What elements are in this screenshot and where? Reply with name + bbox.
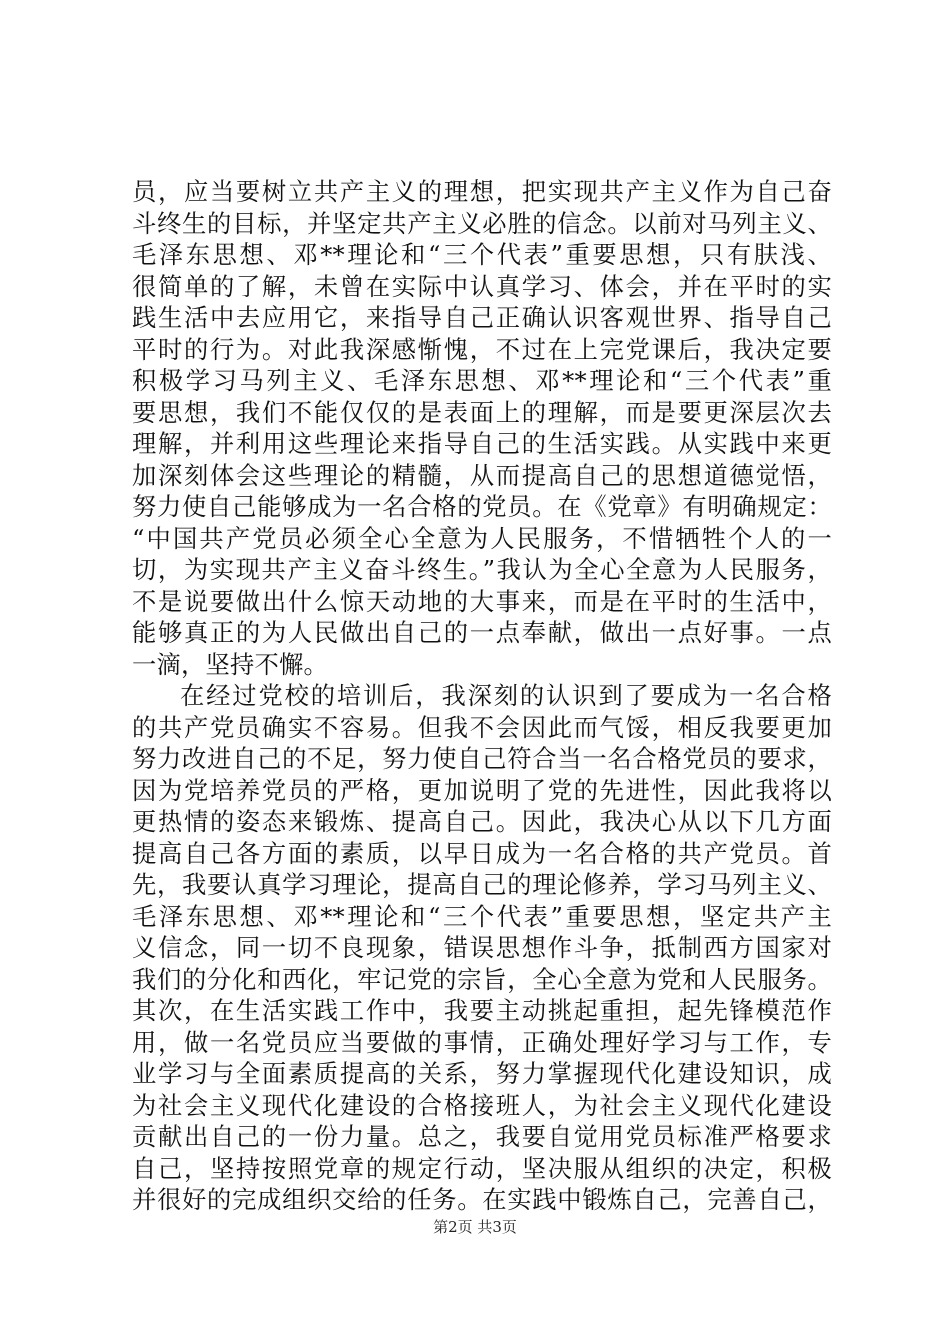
text-line: 斗终生的目标，并坚定共产主义必胜的信念。以前对马列主义、 (132, 208, 832, 238)
text-line: 贡献出自己的一份力量。总之，我要自觉用党员标准严格要求 (132, 1122, 832, 1151)
text-line: 要思想，我们不能仅仅的是表面上的理解，而是要更深层次去 (132, 397, 832, 427)
text-line: 践生活中去应用它，来指导自己正确认识客观世界、指导自己 (132, 303, 832, 332)
text-line: 并很好的完成组织交给的任务。在实践中锻炼自己，完善自己， (132, 1185, 832, 1214)
text-line: 业学习与全面素质提高的关系，努力掌握现代化建设知识，成 (132, 1059, 832, 1088)
text-line: 提高自己各方面的素质，以早日成为一名合格的共产党员。首 (132, 838, 832, 868)
text-line: 努力改进自己的不足，努力使自己符合当一名合格党员的要求， (132, 744, 832, 773)
text-line: 义信念，同一切不良现象，错误思想作斗争，抵制西方国家对 (132, 933, 832, 962)
text-line: 先，我要认真学习理论，提高自己的理论修养，学习马列主义、 (132, 870, 832, 899)
paragraph-first-line: 在经过党校的培训后，我深刻的认识到了要成为一名合格 (180, 681, 832, 710)
text-line: 平时的行为。对此我深感惭愧，不过在上完党课后，我决定要 (132, 334, 832, 364)
text-line: 用，做一名党员应当要做的事情，正确处理好学习与工作，专 (132, 1027, 832, 1057)
text-line: 加深刻体会这些理论的精髓，从而提高自己的思想道德觉悟， (132, 460, 832, 490)
text-line: 毛泽东思想、邓**理论和“三个代表”重要思想，坚定共产主 (132, 901, 832, 931)
page-number-footer: 第2页 共3页 (433, 1218, 517, 1236)
text-line: 为社会主义现代化建设的合格接班人，为社会主义现代化建设 (132, 1090, 832, 1120)
text-line: 努力使自己能够成为一名合格的党员。在《党章》有明确规定： (132, 492, 832, 521)
text-line: “中国共产党员必须全心全意为人民服务，不惜牺牲个人的一 (132, 523, 832, 553)
text-line: 积极学习马列主义、毛泽东思想、邓**理论和“三个代表”重 (132, 366, 832, 395)
text-line: 毛泽东思想、邓**理论和“三个代表”重要思想，只有肤浅、 (132, 240, 832, 269)
text-line: 其次，在生活实践工作中，我要主动挑起重担，起先锋模范作 (132, 996, 832, 1025)
text-line: 切，为实现共产主义奋斗终生。”我认为全心全意为人民服务， (132, 555, 832, 584)
text-line: 一滴，坚持不懈。 (132, 649, 328, 679)
text-line: 的共产党员确实不容易。但我不会因此而气馁，相反我要更加 (132, 712, 832, 742)
text-line: 员，应当要树立共产主义的理想，把实现共产主义作为自己奋 (132, 177, 832, 206)
text-line: 我们的分化和西化，牢记党的宗旨，全心全意为党和人民服务。 (132, 964, 832, 994)
text-line: 很简单的了解，未曾在实际中认真学习、体会，并在平时的实 (132, 271, 832, 301)
text-line: 不是说要做出什么惊天动地的大事来，而是在平时的生活中， (132, 586, 832, 616)
text-line: 因为党培养党员的严格，更加说明了党的先进性，因此我将以 (132, 775, 832, 805)
text-line: 理解，并利用这些理论来指导自己的生活实践。从实践中来更 (132, 429, 832, 458)
text-line: 能够真正的为人民做出自己的一点奉献，做出一点好事。一点 (132, 618, 832, 647)
text-line: 更热情的姿态来锻炼、提高自己。因此，我决心从以下几方面 (132, 807, 832, 836)
text-line: 自己，坚持按照党章的规定行动，坚决服从组织的决定，积极 (132, 1153, 832, 1183)
body-text (132, 176, 832, 1216)
